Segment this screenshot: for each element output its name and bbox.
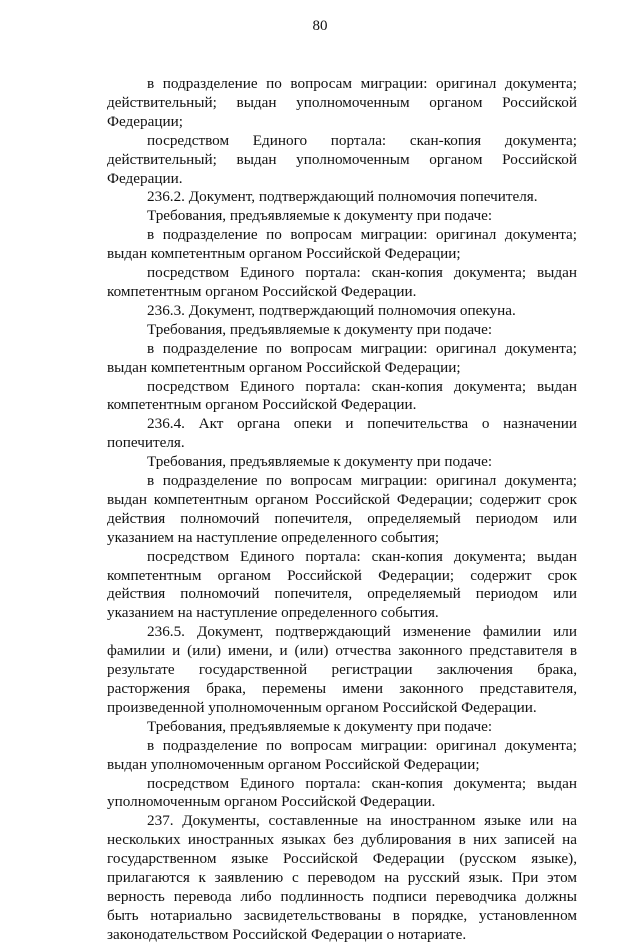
paragraph: посредством Единого портала: скан-копия документа; выдан компетентным органом Российской Федерации. — [107, 264, 577, 300]
paragraph: 237. Документы, составленные на иностранном языке или на нескольких иностранных языках без дублирования в них записей на государственном языке Российской Федерации (русском языке), прилагаются к заявлению с переводом на русский язык. При этом верность перевода либо подлинность подписи переводчика должны быть нотариально засвидетельствованы в порядке, установленном законодательством Российской Федерации о нотариате. — [107, 812, 577, 943]
paragraph: посредством Единого портала: скан-копия документа; действительный; выдан уполномоченным органом Российской Федерации. — [107, 131, 577, 187]
paragraph: посредством Единого портала: скан-копия документа; выдан компетентным органом Российской Федерации; содержит срок действия полномочий попечителя, определяемый периодом или указанием на наступление определенного события. — [107, 547, 577, 622]
paragraph: Требования, предъявляемые к документу при подаче: — [147, 207, 493, 225]
paragraph: в подразделение по вопросам миграции: оригинал документа; выдан компетентным органом Российской Федерации; — [107, 226, 577, 263]
paragraph: в подразделение по вопросам миграции: оригинал документа; действительный; выдан уполномоченным органом Российской Федерации; — [107, 75, 577, 130]
paragraph: в подразделение по вопросам миграции: оригинал документа; выдан компетентным органом Российской Федерации; — [107, 339, 577, 376]
paragraph: Требования, предъявляемые к документу при подаче: — [147, 320, 493, 338]
paragraph: 236.2. Документ, подтверждающий полномочия попечителя. — [147, 188, 538, 206]
paragraph: Требования, предъявляемые к документу при подаче: — [147, 453, 493, 471]
paragraph: посредством Единого портала: скан-копия документа; выдан уполномоченным органом Российской Федерации. — [107, 774, 577, 811]
paragraph: в подразделение по вопросам миграции: оригинал документа; выдан уполномоченным органом Российской Федерации; — [107, 736, 577, 773]
document-body — [107, 75, 577, 945]
paragraph: посредством Единого портала: скан-копия документа; выдан компетентным органом Российской Федерации. — [107, 377, 577, 414]
paragraph: 236.3. Документ, подтверждающий полномочия опекуна. — [147, 301, 516, 319]
paragraph: в подразделение по вопросам миграции: оригинал документа; выдан компетентным органом Российской Федерации; содержит срок действия полномочий попечителя, определяемый периодом или указанием на наступление определенного события; — [107, 472, 577, 546]
paragraph: Требования, предъявляемые к документу при подаче: — [147, 717, 493, 735]
paragraph: 236.4. Акт органа опеки и попечительства о назначении попечителя. — [107, 415, 577, 452]
paragraph: 236.5. Документ, подтверждающий изменение фамилии или фамилии и (или) имени, и (или) отчества законного представителя в результате государственной регистрации заключения брака, расторжения брака, перемены имени законного представителя, произведенной уполномоченным органом Российской Федерации. — [107, 623, 577, 716]
page-number: 80 — [312, 18, 328, 34]
